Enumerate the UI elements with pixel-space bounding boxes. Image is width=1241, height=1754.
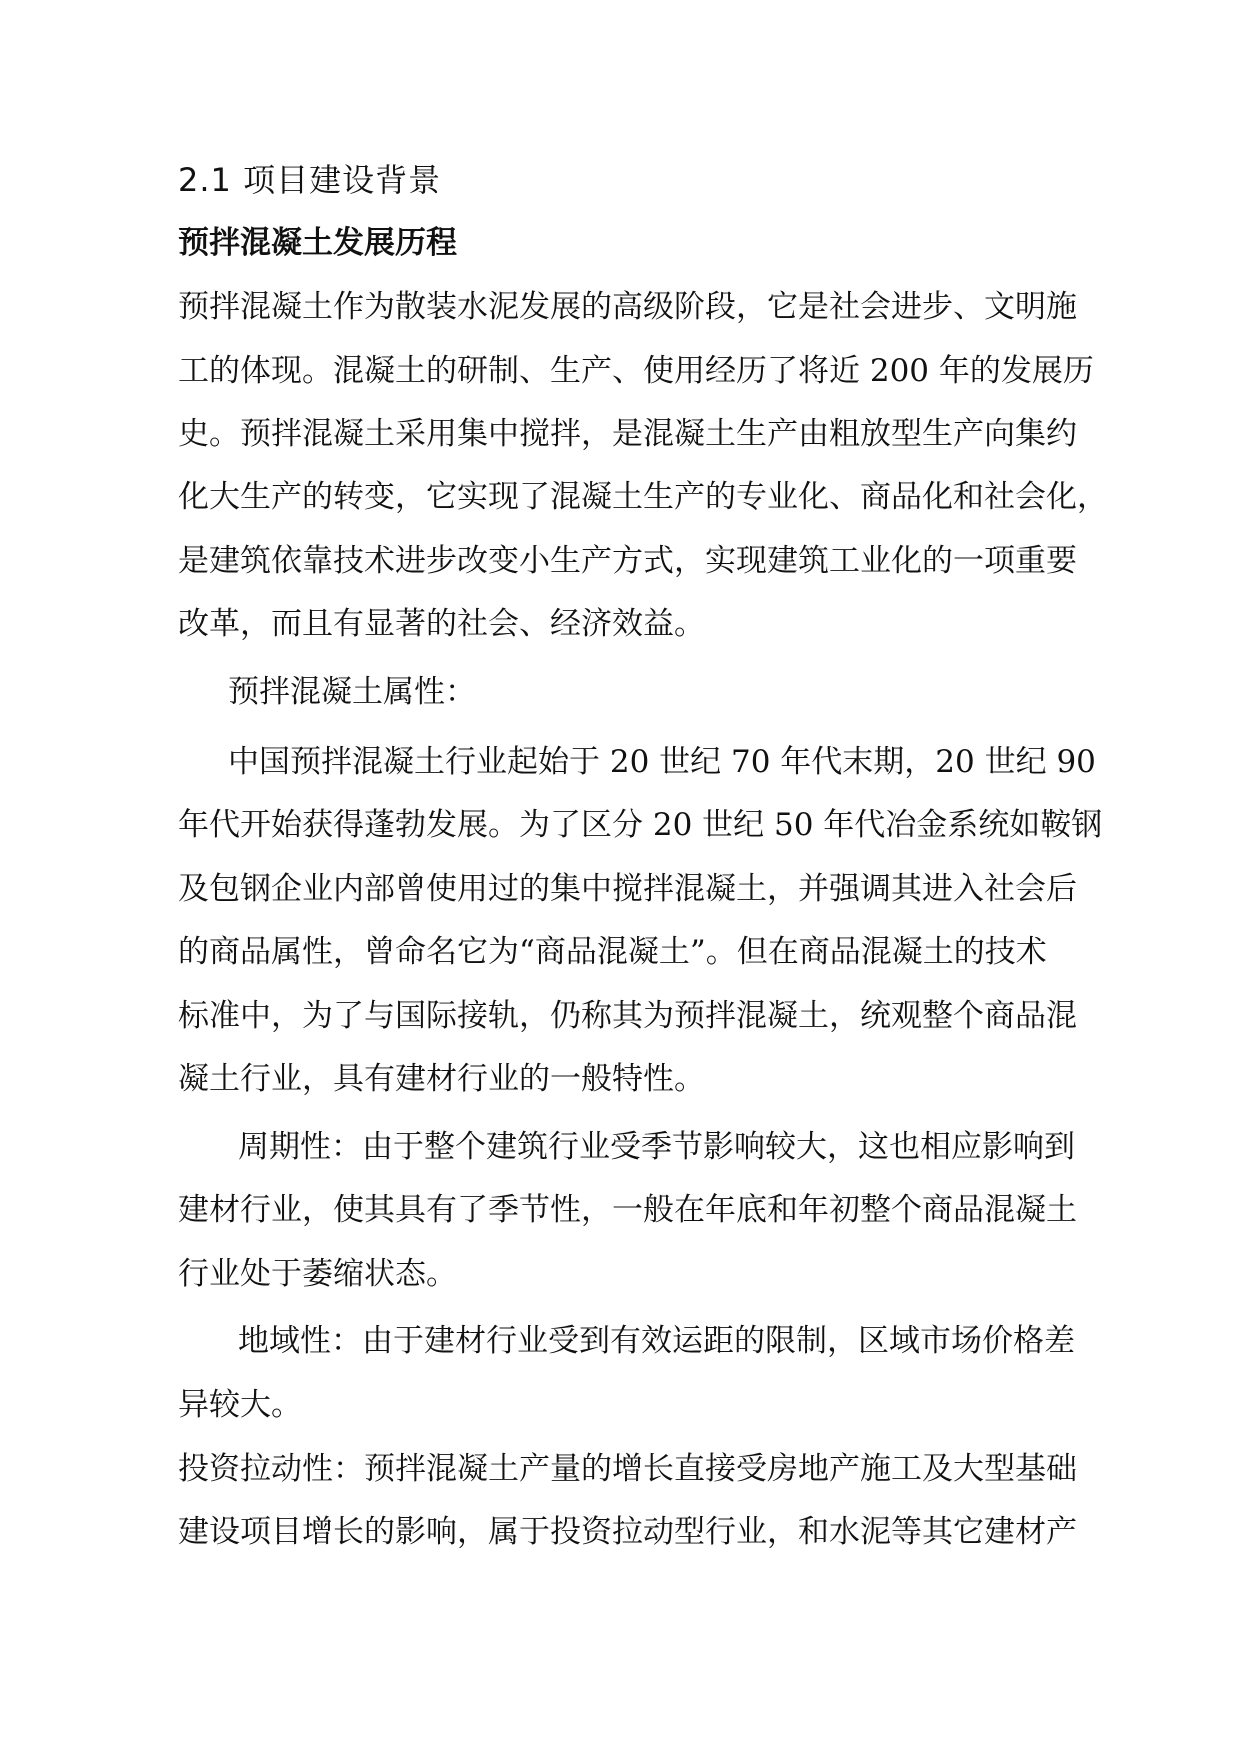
paragraph-line: 地域性：由于建材行业受到有效运距的限制，区域市场价格差 (238, 1323, 1075, 1359)
paragraph-line: 建材行业，使其具有了季节性，一般在年底和年初整个商品混凝土 (178, 1192, 1077, 1228)
section-heading: 2.1 项目建设背景 (178, 161, 442, 199)
paragraph-line: 投资拉动性：预拌混凝土产量的增长直接受房地产施工及大型基础 (178, 1451, 1077, 1487)
subheading: 预拌混凝土发展历程 (178, 225, 457, 261)
paragraph-line: 化大生产的转变，它实现了混凝土生产的专业化、商品化和社会化， (178, 479, 1108, 515)
paragraph-line: 改革，而且有显著的社会、经济效益。 (178, 606, 705, 642)
paragraph-line: 预拌混凝土作为散装水泥发展的高级阶段，它是社会进步、文明施 (178, 289, 1077, 325)
paragraph-line: 建设项目增长的影响，属于投资拉动型行业，和水泥等其它建材产 (178, 1514, 1077, 1550)
paragraph-line: 凝土行业，具有建材行业的一般特性。 (178, 1061, 705, 1097)
paragraph-line: 中国预拌混凝土行业起始于 20 世纪 70 年代末期，20 世纪 90 (228, 744, 1096, 780)
attributes-label: 预拌混凝土属性： (228, 674, 476, 710)
paragraph-line: 的商品属性，曾命名它为“商品混凝土”。但在商品混凝土的技术 (178, 934, 1047, 970)
paragraph-line: 及包钢企业内部曾使用过的集中搅拌混凝土，并强调其进入社会后 (178, 871, 1077, 907)
paragraph-line: 工的体现。混凝土的研制、生产、使用经历了将近 200 年的发展历 (178, 353, 1094, 389)
paragraph-line: 年代开始获得蓬勃发展。为了区分 20 世纪 50 年代冶金系统如鞍钢 (178, 807, 1103, 843)
paragraph-line: 异较大。 (178, 1387, 302, 1423)
paragraph-line: 行业处于萎缩状态。 (178, 1256, 457, 1292)
paragraph-line: 史。预拌混凝土采用集中搅拌，是混凝土生产由粗放型生产向集约 (178, 416, 1077, 452)
paragraph-line: 是建筑依靠技术进步改变小生产方式，实现建筑工业化的一项重要 (178, 543, 1077, 579)
paragraph-line: 标准中，为了与国际接轨，仍称其为预拌混凝土，统观整个商品混 (178, 998, 1077, 1034)
paragraph-line: 周期性：由于整个建筑行业受季节影响较大，这也相应影响到 (238, 1129, 1075, 1165)
